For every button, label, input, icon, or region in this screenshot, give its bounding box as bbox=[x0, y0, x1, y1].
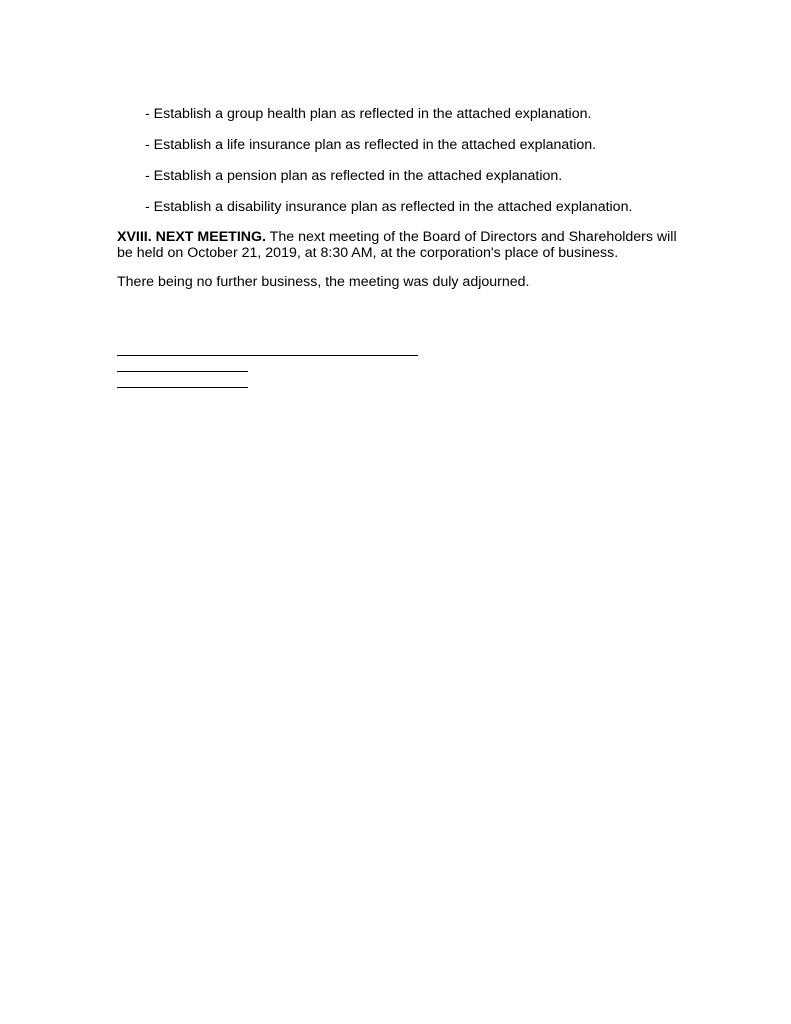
adjournment-statement: There being no further business, the meeting was duly adjourned. bbox=[117, 274, 530, 290]
next-meeting-heading: XVIII. NEXT MEETING. bbox=[117, 229, 266, 245]
next-meeting-body: The next meeting of the Board of Directors and Shareholders will be held on October 21, 2019, at 8:30 AM, at the corporation's place of business. bbox=[117, 229, 677, 261]
list-item: - Establish a pension plan as reflected in the attached explanation. bbox=[145, 168, 563, 184]
document-body bbox=[117, 105, 677, 290]
list-item: - Establish a disability insurance plan as reflected in the attached explanation. bbox=[145, 199, 633, 215]
list-item: - Establish a life insurance plan as reflected in the attached explanation. bbox=[145, 137, 597, 153]
name-line bbox=[117, 371, 248, 372]
signature-block bbox=[117, 343, 418, 403]
next-meeting-paragraph bbox=[117, 229, 677, 261]
resolution-list bbox=[117, 105, 677, 216]
title-line bbox=[117, 387, 248, 388]
list-item: - Establish a group health plan as reflected in the attached explanation. bbox=[145, 106, 592, 122]
signature-line bbox=[117, 355, 418, 356]
